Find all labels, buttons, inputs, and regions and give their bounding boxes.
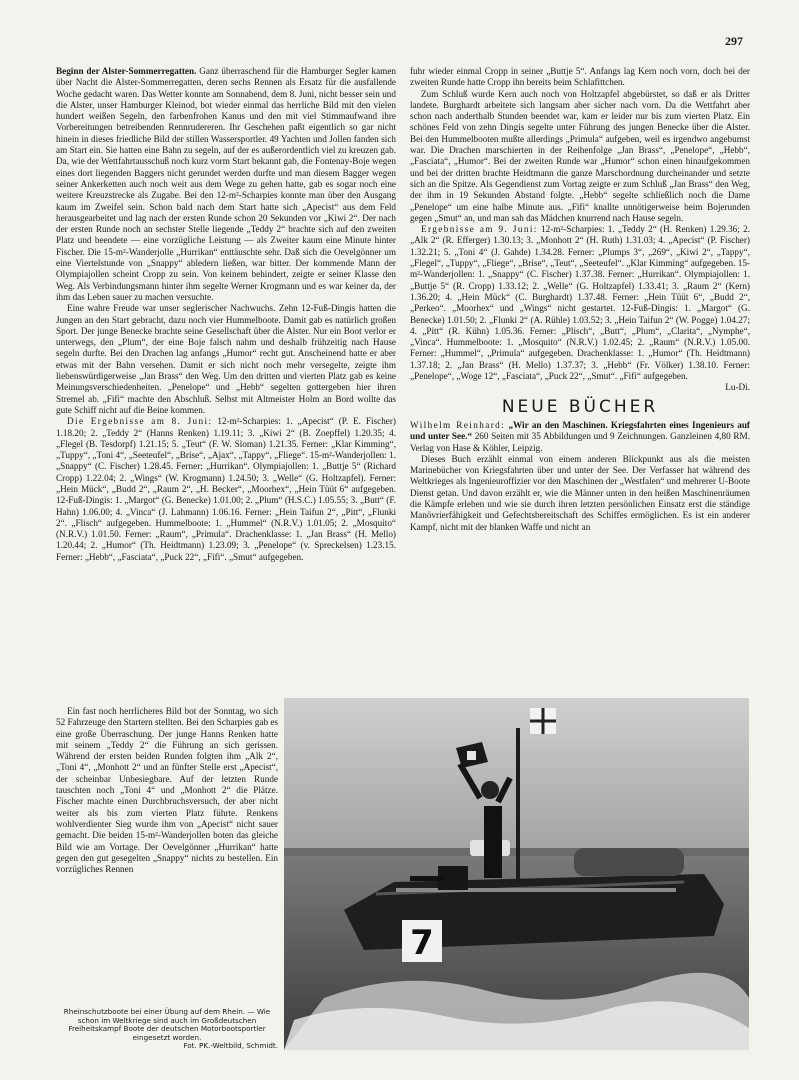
photo-credit: Fot. PK.-Weltbild, Schmidt.: [183, 1041, 278, 1051]
results-heading: Die Ergebnisse am 8. Juni:: [67, 416, 213, 427]
photo-caption: [56, 1008, 278, 1051]
results-paragraph: [56, 416, 396, 563]
page-number: 297: [725, 34, 743, 48]
article-paragraph: [410, 89, 750, 225]
article-paragraph: [56, 66, 396, 303]
book-review-header: [410, 420, 750, 454]
left-column: [56, 66, 396, 563]
article-lead: Beginn der Alster-Sommerregatten.: [56, 66, 197, 76]
paragraph-text: Ganz überraschend für die Hamburger Segler kamen über Nacht die Alster-Sommerregatten, deren sechs Rennen als Ersatz für die ausfallende Woche gedacht waren. Das Wetter konnte am Sonnabend, dem 8. Juni, nicht besser sein und die Alster, unser Hamburger Kleinod, bot wieder einmal das herrliche Bild mit den vielen hundert weißen Segeln, den farbenfrohen Kanus und den mit viel Stimmaufwand ihre Vorbereitungen betreibenden Rennrudereren. Ihr Geschehen paßt eigentlich so gar nicht hinein in dieses friedliche Bild der stillen Wassersportler. 49 Yachten und Jollen fanden sich am Start ein. Sie hatten eine Bahn zu segeln, auf der es außerordentlich viel zu kreuzen gab. Da, wie der Wettfahrtausschuß noch kurz vorm Start bekannt gab, die Fontenay-Boje wegen eines dort liegenden Baggers nicht gerundet werden durfte und man diesem Bagger wegen seiner Ankerketten auch noch weit aus dem Wege zu gehen hatte, gab es sogar noch eine weitere Kreuzstrecke als Zugabe. Bei den 12-m²-Scharpies konnte man über den Ausgang kaum im Zweifel sein. Schon bald nach dem Start hatte sich „Apecist“ aus dem Feld herausgearbeitet und lag nach der ersten Runde schon 20 Sekunden vor „Kiwi 2“. Der nach der ersten Runde noch an sechster Stelle liegende „Teddy 2“ brachte sich auf den zweiten Platz und beendete — eine vorzügliche Leistung — als Zweiter kaum eine Minute hinter Fischer. Die 15-m²-Wanderjolle „Hurrikan“ enttäuschte sehr. Daß sich die Oevelgönner um eine Viertelstunde von „Snappy“ abledern ließen, war bitter. Der kommende Mann der Olympiajollen scheint Cropp zu sein. Von keinem behindert, zeigte er seiner Klasse den Weg. Als Verbindungsmann hinter ihm segelte Werner Krogmann und es war keiner da, der ihm das Leben sauer zu machen versuchte.: [56, 66, 396, 302]
paragraph-text: fuhr wieder einmal Cropp in seiner „Buttje 5“. Anfangs lag Kern noch vorn, doch bei der zweiten Runde hatte Cropp ihn bereits beim Schlafittchen.: [410, 66, 750, 88]
left-column-bottom: [56, 706, 278, 875]
paragraph-text: 12-m²-Scharpies: 1. „Teddy 2“ (H. Renken) 1.29.36; 2. „Alk 2“ (R. Efferger) 1.30.13; 3. „Monhott 2“ (H. Ruth) 1.31.03; 4. „Apecist“ (P. Fischer) 1.32.21; 5. „Toni 4“ (J. Gahde) 1.34.28. Ferner: „Plumps 3“, „269“, „Kiwi 2“, „Tappy“, „Flegel“, „Tuppy“, „Fliege“, „Brise“, „Teut“, „Seeteufel“. „Klar Kimming“ aufgegeben. 15-m²-Wanderjollen: 1. „Snappy“ (C. Fischer) 1.37.38. Ferner: „Hurrikan“. Olympiajollen: 1. „Buttje 5“ (R. Cropp) 1.33.12; 2. „Welle“ (G. Holtzapfel) 1.33.41; 3. „Raum 2“ (Kern) 1.36.20; 4. „Hein Mück“ (C. Burghardt) 1.37.48. Ferner: „Hein Tüüt 6“, „Budd 2“, „Perkeo“. „Moorhex“ und „Wings“ nicht gestartet. 12-Fuß-Dingis: 1. „Margot“ (G. Benecke) 1.01.50; 2. „Flunki 2“ (A. Rühle) 1.03.52; 3. „Hein Taifun 2“ (W. Pogge) 1.04.27; 4. „Pitt“ (R. Kühn) 1.05.36. Ferner: „Plisch“, „Butt“, „Plum“, „Clarita“, „Nymphe“, „Vinca“. Hummelboote: 1. „Mosquito“ (N.R.V.) 1.02.45; 2. „Raum“ (N.R.V.) 1.05.00. Ferner: „Hummel“, „Primula“ aufgegeben. Drachenklasse: 1. „Humor“ (Th. Heidtmann) 1.37.18; 2. „Jan Brass“ (H. Mello) 1.37.37; 3. „Hebb“ (Fr. Völker) 1.38.10. Ferner: „Penelope“, „Woge 12“, „Fasciata“, „Puck 22“, „Smut“. „Fifi“ aufgegeben.: [410, 224, 750, 382]
book-review-body: Dieses Buch erzählt einmal von einem anderen Blickpunkt aus als die meisten Marinebücher von Kriegsfahrten über und unter der See. Der Verfasser hat während des Weltkrieges als Ingenieuroffizier vor den Maschinen der „Westfalen“ und mehrerer U-Boote Dienst getan. Und davon erzählt er, wie die Männer unten in den heißen Maschinenräumen die Kämpfe erleben und wie sie durch ihren letzten persönlichen Einsatz erst die ständige Manövrierfähigkeit und Gefechtsbereitschaft des Schiffes ermöglichen. Es ist ein anderer Kampf, nicht mit der blanken Waffe und nicht an: [410, 453, 750, 532]
caption-text: Rheinschutzboote bei einer Übung auf dem Rhein. — Wie schon im Weltkriege sind auch im Großdeutschen Freiheitskampf Boote der deutschen Motorbootsportler eingesetzt worden.: [63, 1007, 271, 1042]
boat-photo-illustration: [284, 698, 749, 1050]
paragraph-text: Eine wahre Freude war unser seglerischer Nachwuchs. Zehn 12-Fuß-Dingis hatten die Jungen an den Start gebracht, dazu noch vier Hummelboote. Damit gab es natürlich großen Sport. Der junge Benecke brachte seine Gesellschaft über die Alster. Nur ein Boot verlor er unterwegs, den „Plum“, der eine Boje falsch nahm und deshalb frühzeitig nach Hause segeln durfte. Bei den Drachen lag anfangs „Humor“ recht gut. Anscheinend hatte er aber etwas mit der Bahn versehen. Damit er sich nicht noch mehr versegelte, zeigte ihm liebenswürdigerweise „Jan Brass“ den Weg. Um den dritten und vierten Platz gab es keine Meinungsverschiedenheiten. „Penelope“ und „Hebb“ segelten gottergeben hier ihren Stremel ab. „Fifi“ machte den Abschluß. Selbst mit Altmeister Holm an Bord wollte das gute Schiff nicht auf die Beine kommen.: [56, 303, 396, 415]
boat-number: 7: [410, 923, 434, 963]
book-author: Wilhelm Reinhard:: [410, 419, 506, 430]
book-title: „Wir an den Maschinen. Kriegsfahrten eines Ingenieurs auf und unter See.“: [410, 419, 750, 442]
results-paragraph: [410, 224, 750, 382]
article-paragraph: [56, 303, 396, 416]
paragraph-text: 12-m²-Scharpies: 1. „Apecist“ (P. E. Fischer) 1.18.20; 2. „Teddy 2“ (Hanns Renken) 1.19.11; 3. „Kiwi 2“ (B. Zoepffel) 1.20.35; 4. „Flegel (B. Tesdorpf) 1.21.15; 5. „Teut“ (F. W. Sloman) 1.21.35. Ferner: „Klar Kimming“, „Tuppy“, „Toni 4“, „Seeteufel“, „Brise“, „Ajax“, „Tappy“, „Fliege“. 15-m²-Wanderjollen: 1. „Snappy“ (C. Fischer) 1.28.45. Ferner: „Hurrikan“. Olympiajollen: 1. „Buttje 5“ (Richard Cropp) 1.22.04; 2. „Wings“ (W. Krogmann) 1.24.50; 3. „Welle“ (G. Holtzapfel). Ferner: „Hein Mück“, „Budd 2“, „Raum 2“, „H. Becker“, „Moorhex“, „Hein Tüüt 6“ aufgegeben. 12-Fuß-Dingis: 1. „Margot“ (G. Benecke) 1.01.00; 2. „Plum“ (H.S.C.) 1.05.55; 3. „Butt“ (F. Hahn) 1.06.00; 4. „Vinca“ (J. Lahmann) 1.06.16. Ferner: „Hein Taifun 2“, „Pitt“, „Flunki 2“. „Flisch“ aufgegeben. Hummelboote: 1. „Hummel“ (N.R.V.) 1.01.05; 2. „Mosquito“ (N.R.V.) 1.01.50. Ferner: „Raum“, „Primula“. Drachenklasse: 1. „Jan Brass“ (H. Mello) 1.20.44; 2. „Humor“ (Th. Heidtmann) 1.23.09; 3. „Penelope“ (v. Spreckelsen) 1.23.15. Ferner: „Hebb“, „Fasciata“, „Puck 22“, „Fifi“. „Smut“ aufgegeben.: [56, 416, 396, 562]
article-paragraph: [410, 66, 750, 89]
results-heading: Ergebnisse am 9. Juni:: [421, 224, 538, 235]
article-paragraph: Ein fast noch herrlicheres Bild bot der Sonntag, wo sich 52 Fahrzeuge den Startern stellten. Bei den Scharpies gab es eine große Überraschung. Der junge Hanns Renken hatte mit seinem „Teddy 2“ die Führung an sich gerissen. Während der ersten beiden Runden folgten ihm „Alk 2“, „Toni 4“, „Monhott 2“ und an fünfter Stelle erst „Apecist“, der scheinbar Unbesiegbare. Auf der letzten Runde tauschten noch „Toni 4“ und „Monhott 2“ die Plätze. Fischer machte einen Durchbruchsversuch, der aber nicht weiter als bis zum vierten Platz führte. Renkens wohlverdienter Sieg wurde ihm von „Apecist“ nicht sauer gemacht. Die beiden 15-m²-Wanderjollen boten das gleiche Bild wie am Vortage. Der Oevelgönner „Hurrikan“ hatte gegen den gut gesegelten „Snappy“ nichts zu bestellen. Ein vorzügliches Rennen: [56, 706, 278, 875]
author-signature: Lu-Di.: [725, 382, 750, 393]
section-heading: NEUE BÜCHER: [501, 396, 659, 417]
paragraph-text: Zum Schluß wurde Kern auch noch von Holtzapfel abgebürstet, so daß er als Dritter landete. Burghardt arbeitete sich langsam aber sicher nach vorn. Da die Wettfahrt aber schon nach anderthalb Stunden beendet war, kam er leider nur bis zum vierten Platz. Ein schönes Feld von zehn Dingis segelte unter Führung des jungen Benecke über die Alster. Bei den Hummelbooten mußte allerdings „Primula“ aufgeben, weil es irgendwo angebumst war. Die Drachen marschierten in der Reihenfolge „Jan Brass“, „Penelope“, „Hebb“, „Fasciata“, „Humor“. Bei der zweiten Runde war „Humor“ schon einen hinaufgekommen und bei der dritten brachte Heidtmann die ganze Marschordnung durcheinander und setzte sich an die Spitze. Als Gegendienst zum Vortag zeigte er zum Schluß „Jan Brass“ den Weg, der ihm in 19 Sekunden Abstand folgte. „Hebb“ segelte schließlich noch die Dame „Penelope“ um eine halbe Minute aus. „Fifi“ knallte unnötigerweise beim Bojerunden gegen „Smut“ an, und man sah das Mädchen knurrend nach Hause segeln.: [410, 88, 750, 223]
book-details: 260 Seiten mit 35 Abbildungen und 9 Zeichnungen. Ganzleinen 4,80 RM. Verlag von Hase & Köhler, Leipzig.: [410, 431, 750, 453]
right-column: [410, 66, 750, 533]
boat-photo: [284, 698, 749, 1050]
